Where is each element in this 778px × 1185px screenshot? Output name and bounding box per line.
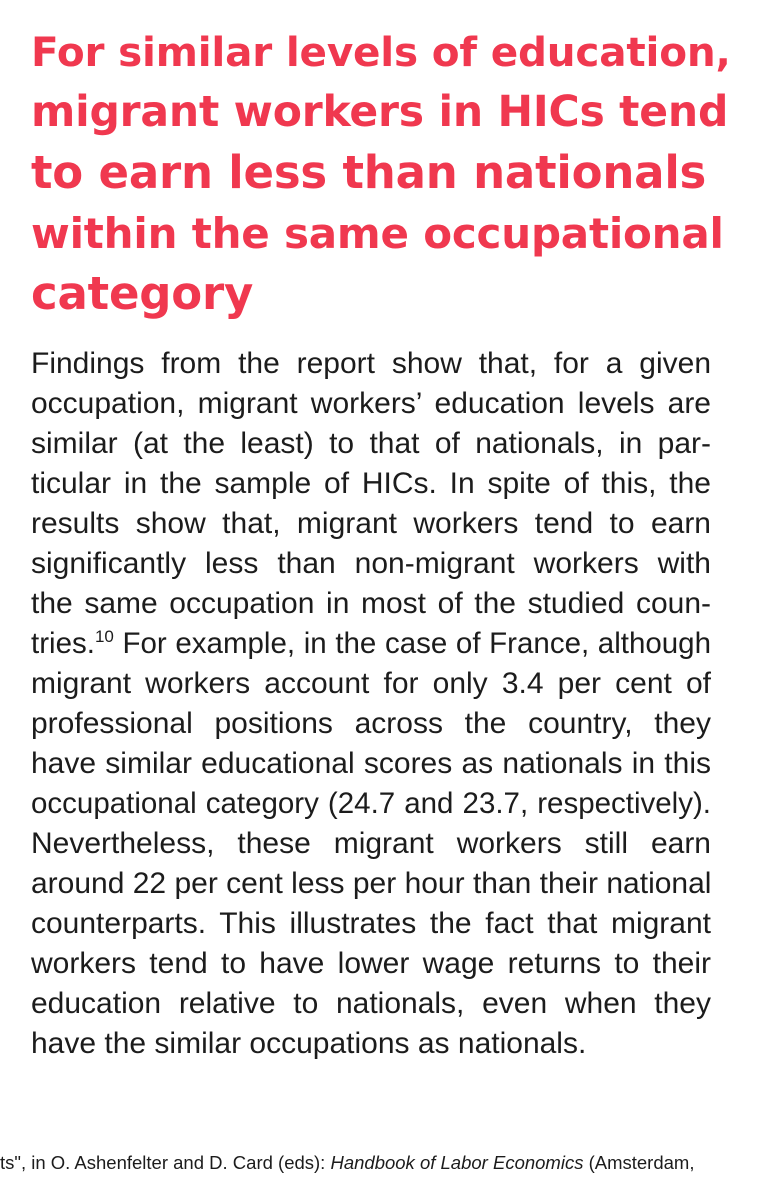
heading-line: For similar levels of education,: [31, 28, 731, 76]
paragraph-line: occupational category (24.7 and 23.7, respectively).: [31, 787, 711, 820]
paragraph-line: Nevertheless, these migrant workers still earn: [31, 827, 711, 860]
paragraph-line: education relative to nationals, even when they: [31, 987, 711, 1020]
footnote-text: [0, 1150, 778, 1176]
footnote-book-title: Handbook of Labor Economics: [330, 1152, 584, 1173]
paragraph-line: occupation, migrant workers’ education levels are: [31, 387, 711, 420]
footnote-prefix: ts", in O. Ashenfelter and D. Card (eds):: [0, 1152, 331, 1173]
line-text-after-ref: For example, in the case of France, although: [113, 627, 711, 660]
paragraph-line: ticular in the sample of HICs. In spite of this, the: [31, 467, 711, 500]
paragraph-line: have similar educational scores as nationals in this: [31, 747, 711, 780]
paragraph-line: around 22 per cent less per hour than their national: [31, 867, 712, 900]
paragraph-line: similar (at the least) to that of nationals, in par-: [31, 427, 711, 460]
paragraph-line: the same occupation in most of the studied coun-: [31, 587, 711, 620]
paragraph-line: migrant workers account for only 3.4 per cent of: [31, 667, 711, 700]
body-paragraph: [31, 344, 711, 1064]
section-heading: [31, 22, 731, 325]
paragraph-line: significantly less than non-migrant workers with: [31, 547, 711, 580]
paragraph-line-with-footnote: [31, 624, 711, 664]
paragraph-line: professional positions across the country, they: [31, 707, 711, 740]
line-text-before-ref: tries.: [31, 627, 95, 660]
heading-line: migrant workers in HICs tend: [31, 87, 729, 137]
footnote-reference[interactable]: 10: [94, 627, 114, 646]
paragraph-line: workers tend to have lower wage returns to their: [31, 947, 711, 980]
paragraph-line: results show that, migrant workers tend to earn: [31, 507, 711, 540]
heading-line: category: [31, 267, 254, 320]
paragraph-line: counterparts. This illustrates the fact that migrant: [31, 907, 711, 940]
footnote-suffix: (Amsterdam,: [583, 1152, 695, 1173]
paragraph-line: have the similar occupations as nationals.: [31, 1027, 587, 1060]
paragraph-line: Findings from the report show that, for a given: [31, 347, 711, 380]
heading-line: within the same occupational: [31, 208, 724, 258]
heading-line: to earn less than nationals: [31, 146, 707, 199]
